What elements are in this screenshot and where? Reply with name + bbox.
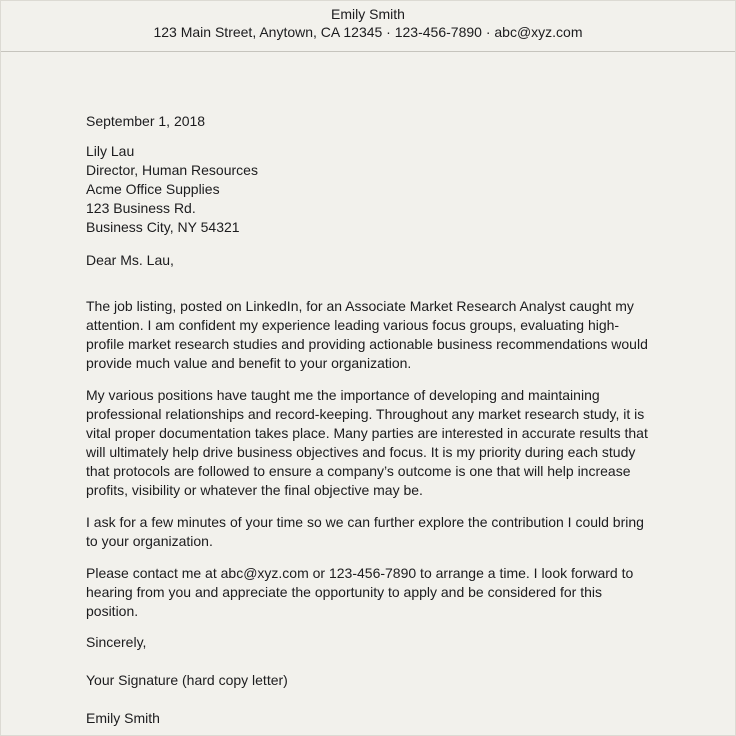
signature-placeholder: Your Signature (hard copy letter) [86,672,288,688]
salutation: Dear Ms. Lau, [86,252,174,268]
letter-header [1,1,735,41]
recipient-block [86,142,649,237]
letter-date: September 1, 2018 [86,113,206,129]
body-paragraph: The job listing, posted on LinkedIn, for an Associate Market Research Analyst caught my attention. I am confident my experience leading various focus groups, evaluating high-profile market research studies and providing actionable business recommendations would provide much value and benefit to your organization. [86,298,648,371]
header-divider [1,51,735,52]
letter-body [86,112,649,728]
letter-page [1,1,735,735]
recipient-title: Director, Human Resources [86,162,258,178]
recipient-name: Lily Lau [86,143,135,159]
sender-name: Emily Smith [331,6,405,22]
body-paragraph: I ask for a few minutes of your time so we can further explore the contribution I could bring to your organization. [86,514,644,549]
recipient-company: Acme Office Supplies [86,181,220,197]
body-paragraph: Please contact me at abc@xyz.com or 123-456-7890 to arrange a time. I look forward to hearing from you and appreciate the opportunity to apply and be considered for this position. [86,565,634,619]
signature-name: Emily Smith [86,710,160,726]
recipient-street: 123 Business Rd. [86,200,196,216]
body-paragraph: My various positions have taught me the importance of developing and maintaining professional relationships and record-keeping. Throughout any market research study, it is vital proper documentation takes place. Many parties are interested in accurate results that will ultimately help drive business objectives and focus. It is my priority during each study that protocols are followed to ensure a company’s outcome is one that will help increase profits, visibility or whatever the final objective may be. [86,387,648,498]
recipient-city: Business City, NY 54321 [86,219,240,235]
closing: Sincerely, [86,634,147,650]
sender-contact-line: 123 Main Street, Anytown, CA 12345 · 123-456-7890 · abc@xyz.com [153,24,583,40]
